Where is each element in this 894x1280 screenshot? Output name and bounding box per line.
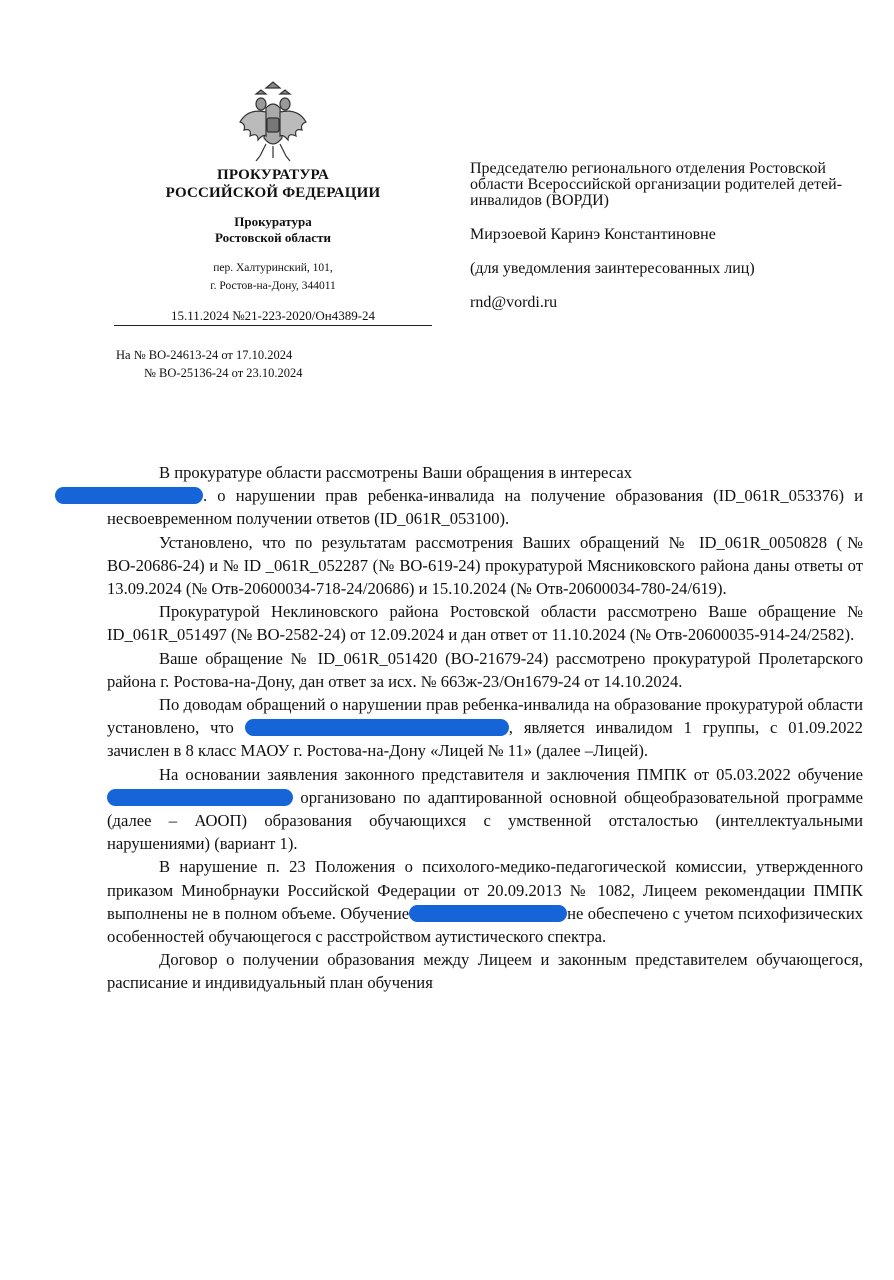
paragraph-3: Прокуратурой Неклиновского района Ростовской области рассмотрено Ваше обращение № ID_061R_051497 (№ ВО-2582-24) от 12.09.2024 и дан ответ от 11.10.2024 (№ Отв-20600035-914-24/2582). [107, 602, 863, 645]
reply-reference-line2: № ВО-25136-24 от 23.10.2024 [144, 366, 303, 380]
redacted-name [107, 789, 293, 806]
redacted-name [245, 719, 509, 736]
sub-org-line2: Ростовской области [215, 230, 331, 245]
sender-header [108, 78, 438, 326]
outgoing-reference-number: 15.11.2024 №21-223-2020/Он4389-24 [114, 308, 432, 326]
addressee-position: Председателю регионального отделения Ростовской области Всероссийской организации родителей детей-инвалидов (ВОРДИ) [470, 160, 843, 209]
paragraph-1-part-a: В прокуратуре области рассмотрены Ваши обращения в интересах [159, 463, 633, 482]
paragraph-1 [107, 461, 863, 531]
paragraph-5-part-b: , является инвалидом 1 группы, с 01.09.2022 зачислен в 8 класс МАОУ г. Ростова-на-Дону «Лицей № 11» (далее –Лицей). [107, 718, 863, 761]
paragraph-4: Ваше обращение № ID_061R_051420 (ВО-21679-24) рассмотрено прокуратурой Пролетарского района г. Ростова-на-Дону, дан ответ за исх. № 663ж-23/Он1679-24 от 14.10.2024. [107, 648, 863, 691]
coat-of-arms-emblem-icon [236, 78, 310, 164]
paragraph-7 [107, 855, 863, 948]
addressee-email: rnd@vordi.ru [470, 294, 558, 311]
paragraph-6-part-a: На основании заявления законного представителя и заключения ПМПК от 05.03.2022 обучение [159, 764, 863, 784]
reply-reference [116, 346, 303, 382]
paragraph-5-part-a: По доводам обращений о нарушении прав ребенка-инвалида на образование прокуратурой области установлено, что [107, 695, 863, 738]
paragraph-1-part-b: . о нарушении прав ребенка-инвалида на получение образования (ID_061R_053376) и несвоевременном получении ответов (ID_061R_053100). [107, 486, 863, 529]
address-line1: пер. Халтуринский, 101, [213, 262, 333, 274]
paragraph-2: Установлено, что по результатам рассмотрения Ваших обращений № ID_061R_0050828 (№ ВО-20686-24) и № ID _061R_052287 (№ ВО-619-24) прокуратурой Мясниковского района даны ответы от 13.09.2024 (№ Отв-20600034-718-24/20686) и 15.10.2024 (№ Отв-20600034-780-24/619). [107, 532, 863, 599]
letter-body [107, 461, 863, 995]
address-line2: г. Ростов-на-Дону, 344011 [210, 280, 336, 292]
paragraph-6-part-b: организовано по адаптированной основной общеобразовательной программе (далее – АООП) образования обучающихся с умственной отсталостью (интеллектуальными нарушениями) (вариант 1). [107, 787, 863, 854]
paragraph-7-part-a: В нарушение п. 23 Положения о психолого-медико-педагогической комиссии, утвержденного приказом Минобрнауки Российской Федерации от 20.09.2013 № 1082, Лицеем рекомендации ПМПК выполнены не в полном объеме. Обучение [107, 857, 863, 923]
addressee-note: (для уведомления заинтересованных лиц) [470, 260, 755, 277]
redacted-name [55, 487, 203, 504]
redacted-name [409, 905, 567, 922]
addressee-block [470, 161, 870, 329]
paragraph-8: Договор о получении образования между Лицеем и законным представителем обучающегося, расписание и индивидуальный план обучения [107, 950, 863, 993]
sub-org-line1: Прокуратура [234, 214, 312, 229]
paragraph-6 [107, 763, 863, 856]
reply-reference-line1: На № ВО-24613-24 от 17.10.2024 [116, 348, 293, 362]
org-name-line1: ПРОКУРАТУРА [216, 167, 330, 183]
paragraph-7-part-b: не обеспечено с учетом психофизических особенностей обучающегося с расстройством аутистического спектра. [107, 903, 863, 947]
paragraph-5 [107, 693, 863, 763]
addressee-name: Мирзоевой Каринэ Константиновне [470, 226, 716, 243]
org-name-line2: РОССИЙСКОЙ ФЕДЕРАЦИИ [165, 185, 381, 201]
